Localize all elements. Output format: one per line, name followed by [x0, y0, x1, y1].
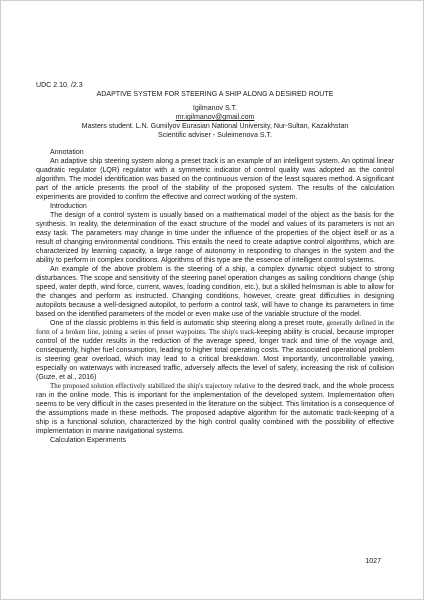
annotation-text: An adaptive ship steering system along a preset track is an example of an intelligent system. An optimal linear quadratic regulator (LQR) regulator with a symmetric indicator of control quality was adopted as the control algorithm. The model identification was based on the continuous version of the least squares method. A significant part of the article presents the proof of the stability of the proposed system. The results of the calculation experiments are provided to confirm the effective and correct working of the system.	[36, 158, 394, 201]
paper-title: ADAPTIVE SYSTEM FOR STEERING A SHIP ALONG A DESIRED ROUTE	[96, 91, 334, 98]
calculation-experiments-heading: Calculation Experiments	[50, 437, 126, 444]
intro-paragraph-3	[36, 319, 394, 382]
intro-p4-part-a: The proposed solution effectively stabilized the ship's trajectory relative	[50, 382, 256, 390]
intro-paragraph-2: An example of the above problem is the steering of a ship, a complex dynamic object subject to strong disturbances. The scope and sensitivity of the steering panel operation changes as sailing conditions change (ship speed, water depth, wind force, current, waves, loading condition, etc.), but a skilled helmsman is able to allow for the changes and perform as instructed. Changing conditions, however, create great difficulties in designing autopilots because a well-designed autopilot, to perform a control task, will have to change its parameters in time based on the identified parameters of the model or even make use of the variable structure of the model.	[36, 266, 394, 318]
intro-p3-part-a: One of the classic problems in this field is automatic ship steering along a preset route,	[50, 320, 327, 327]
author-block	[36, 104, 394, 140]
annotation-heading: Annotation	[50, 149, 84, 156]
intro-p3-part-c: keeping ability is crucial, because improper control of the rudder results in the reduction of the average speed, longer track and time of the voyage and, consequently, higher fuel consumption, leading to higher total operating costs. The associated operational problem is steering gear overload, which may lead to a critical breakdown. Most importantly, uncontrollable yawing, especially on waterways with increased traffic, adversely affects the level of safety, increasing the risk of collision (Guze, et al., 2016)	[36, 329, 394, 381]
udc-code: UDC 2.10. /2.3	[36, 82, 83, 89]
intro-paragraph-1: The design of a control system is usually based on a mathematical model of the object as the basis for the synthesis. In reality, the determination of the exact structure of the model and values of its parameters is not an easy task. The parameters may change in time under the influence of the properties of the object itself or as a result of changing environmental conditions. This entails the need to create adaptive control algorithms, which are characterized by learning capacity, a large range of autonomy in responding to changes in the system and the ability to perform in complex conditions. Algorithms of this type are the essence of intelligent control systems.	[36, 212, 394, 264]
author-email[interactable]: mr.igilmanov@gmail.com	[175, 114, 255, 121]
intro-p3-part-b: generally defined in the form of a broken line, joining a series of preset waypoints. The ship's track-	[36, 319, 394, 336]
author-name: Igilmanov S.T.	[192, 105, 238, 112]
intro-p4-part-b: to the desired track, and the whole process ran in the online mode. This is important for the implementation of the developed system. Implementation often seems to be very difficult in the cases presented in the literature on the subject. This limitation is a consequence of the assumptions made in these methods. The proposed adaptive algorithm for the automatic track-keeping of a ship is a functional solution, characterized by the high control quality combined with the possibility of effective implementation in marine navigational systems.	[36, 383, 394, 435]
author-affiliation: Masters student. L.N. Gumilyov Eurasian National University, Nur-Sultan, Kazakhstan	[81, 123, 349, 130]
page-content	[36, 81, 394, 445]
introduction-heading: Introduction	[50, 203, 87, 210]
page-number: 1027	[365, 558, 381, 565]
scientific-adviser: Scientific adviser - Suleimenova S.T.	[158, 132, 272, 139]
intro-paragraph-4	[36, 382, 394, 436]
